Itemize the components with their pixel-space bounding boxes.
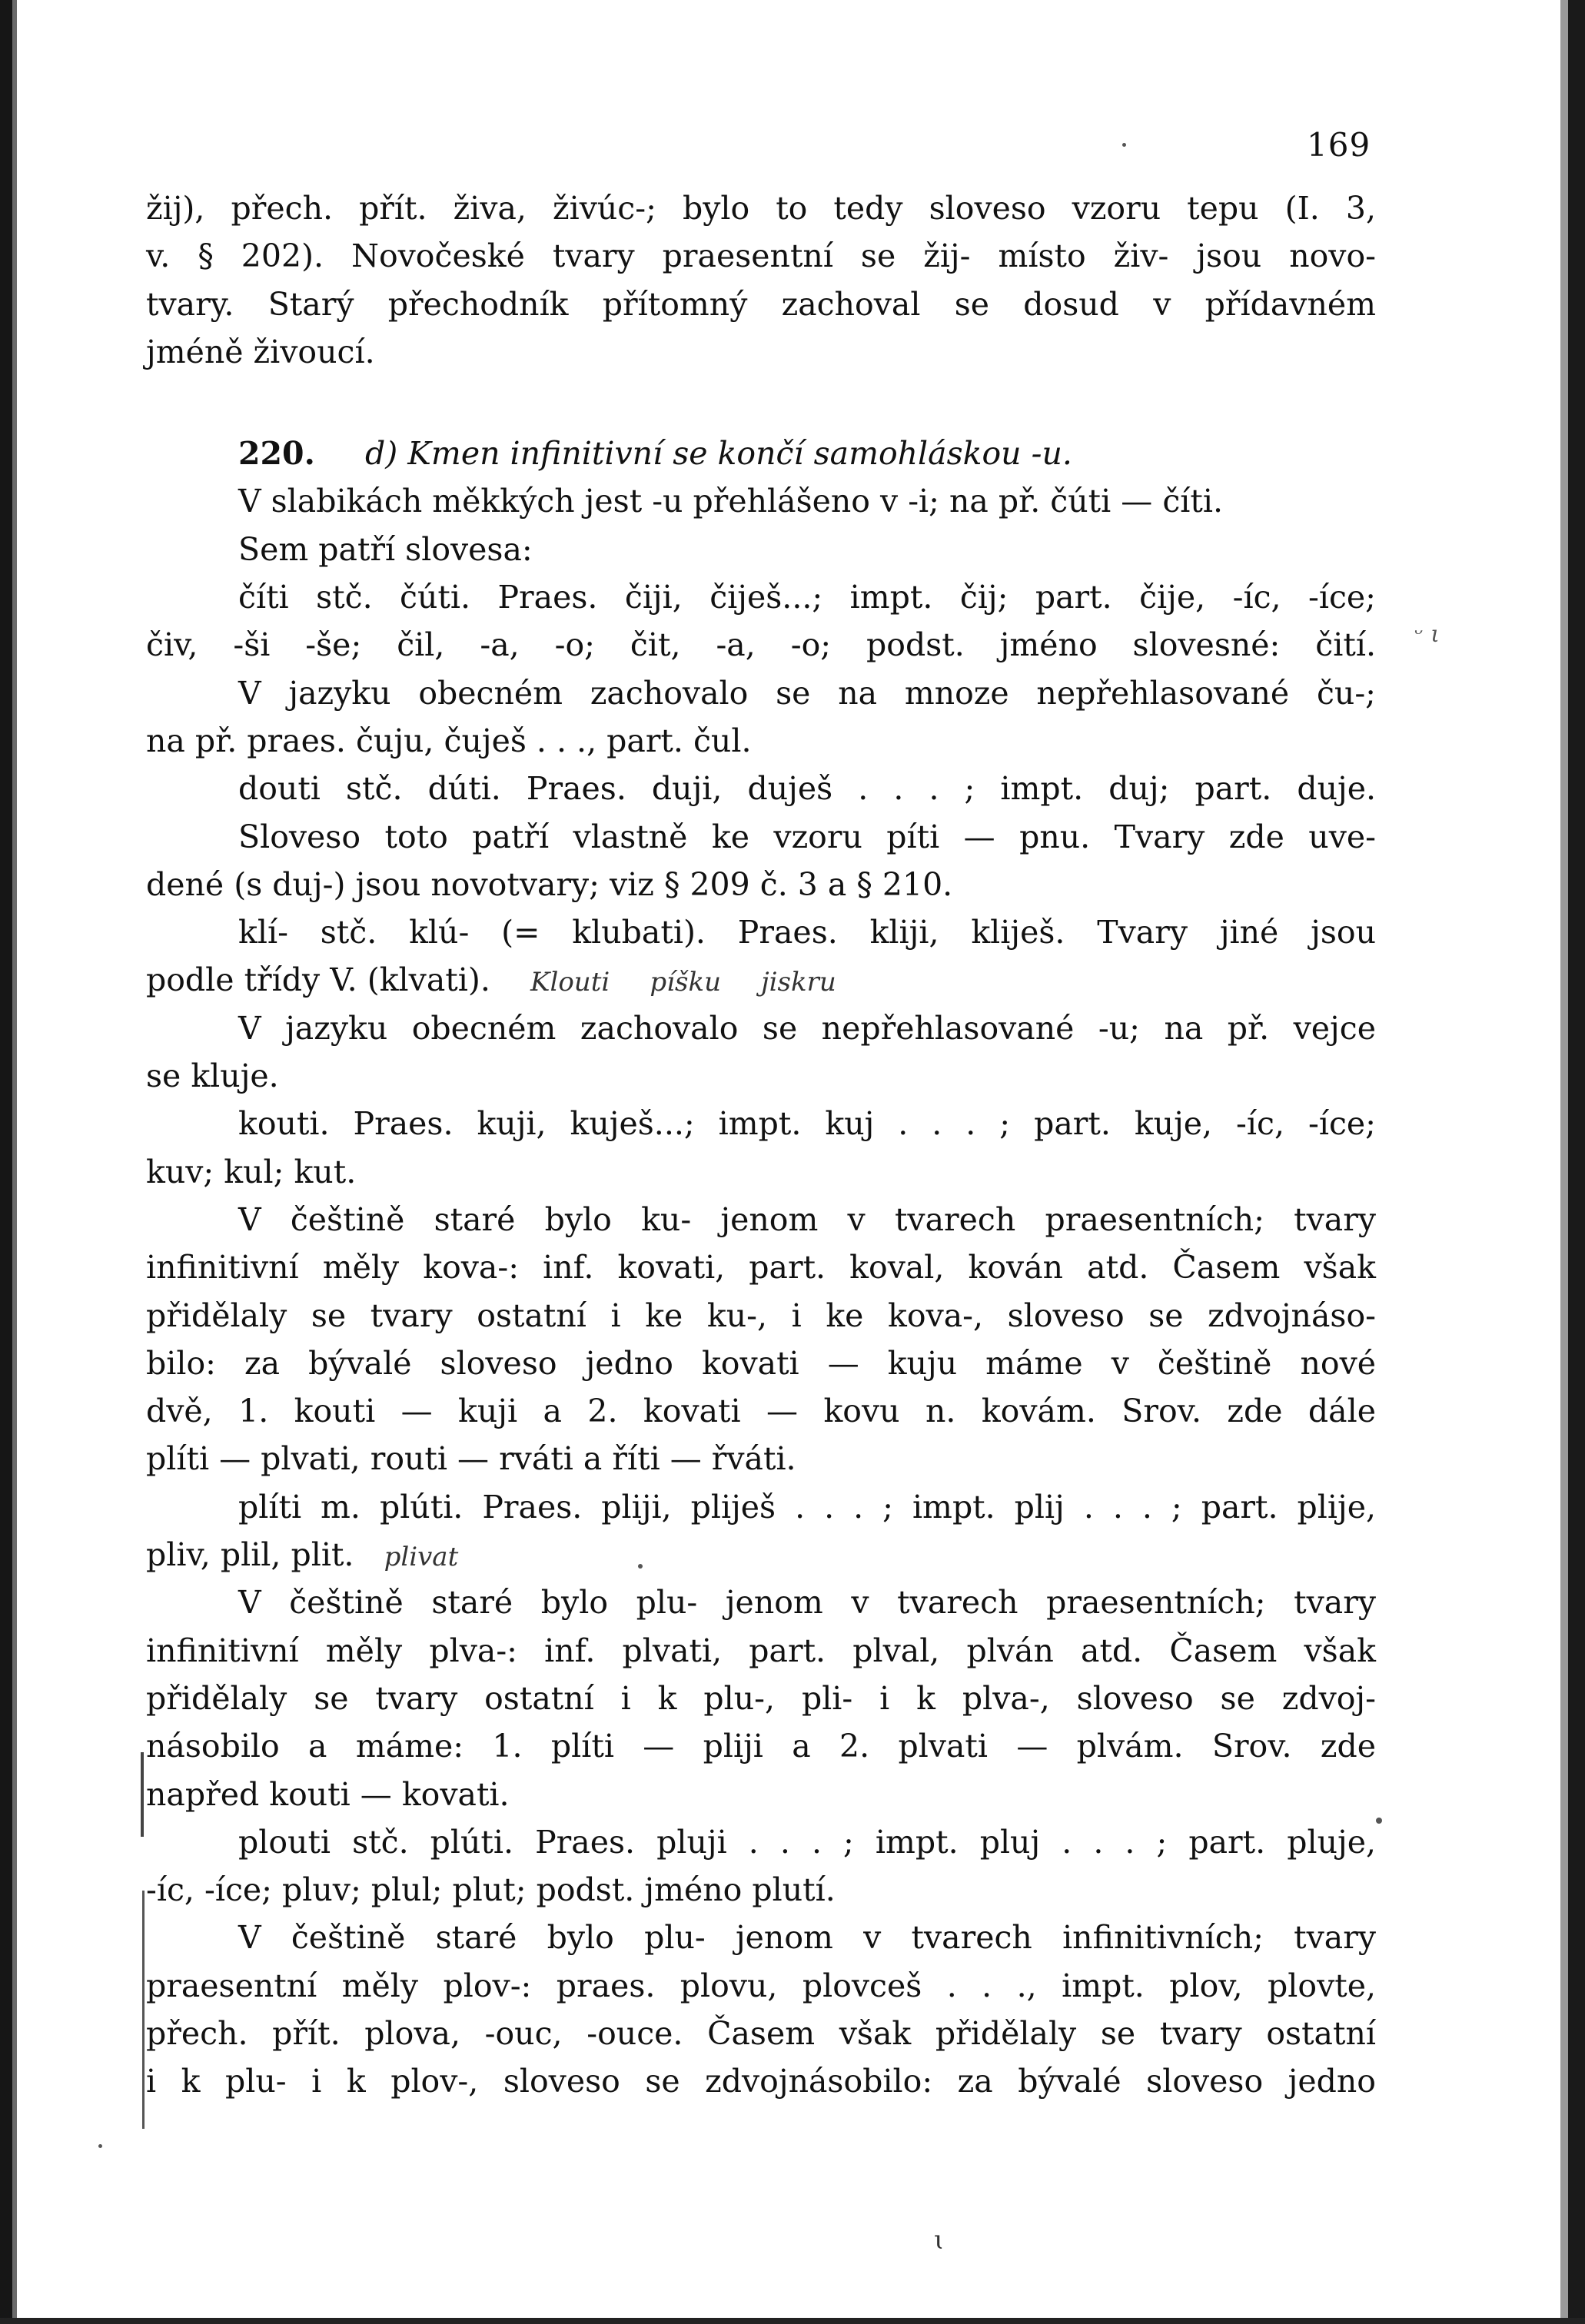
text-line: i k plu- i k plov-, sloveso se zdvojnásobilo: za bývalé sloveso jedno — [146, 2063, 1376, 2100]
text-line: přech. přít. plova, -ouc, -ouce. Časem však přidělaly se tvary ostatní — [146, 2014, 1376, 2052]
text-line: násobilo a máme: 1. plíti — pliji a 2. plvati — plvám. Srov. zde — [146, 1728, 1376, 1765]
text-segment: podle třídy V. (klvati). — [146, 961, 490, 999]
handwritten-note: jiskru — [761, 967, 836, 998]
text-line: infinitivní měly kova-: inf. kovati, part. koval, kován atd. Časem však — [146, 1249, 1376, 1286]
scan-speck — [638, 1564, 643, 1569]
scan-speck — [1376, 1818, 1382, 1824]
section-heading — [146, 430, 1376, 477]
text-line: čiv, -ši -še; čil, -a, -o; čit, -a, -o; podst. jméno slovesné: čití. — [146, 626, 1376, 664]
handwritten-note: plivat — [384, 1542, 459, 1573]
text-line: se kluje. — [146, 1057, 279, 1095]
text-line: napřed kouti — kovati. — [146, 1775, 510, 1813]
text-line: bilo: za bývalé sloveso jedno kovati — kuju máme v češtině nové — [146, 1344, 1376, 1382]
pencil-bracket — [141, 1752, 144, 1837]
spacer — [146, 376, 1376, 430]
text-line — [146, 1531, 1376, 1579]
text-line: praesentní měly plov-: praes. plovu, plovceš . . ., impt. plov, plovte, — [146, 1967, 1376, 2004]
text-line: jméně živoucí. — [146, 333, 375, 370]
entry-line: kouti. Praes. kuji, kuješ...; impt. kuj . . . ; part. kuje, -íc, -íce; — [238, 1105, 1376, 1143]
text-line: kuv; kul; kut. — [146, 1153, 357, 1190]
text-line: plíti — plvati, routi — rváti a říti — řváti. — [146, 1440, 796, 1478]
text-line: V jazyku obecném zachovalo se na mnoze nepřehlasované ču-; — [238, 674, 1376, 712]
text-line — [146, 956, 1376, 1004]
text-line: žij), přech. přít. živa, živúc-; bylo to tedy sloveso vzoru tepu (I. 3, — [146, 190, 1376, 227]
text-line: přidělaly se tvary ostatní i ke ku-, i ke kova-, sloveso se zdvojnáso- — [146, 1296, 1376, 1334]
page-body — [146, 184, 1376, 2106]
entry-line: číti stč. čúti. Praes. čiji, čiješ...; impt. čij; part. čije, -íc, -íce; — [238, 579, 1376, 616]
section-title: d) Kmen infinitivní se končí samohláskou -u. — [365, 435, 1072, 473]
scan-speck — [1122, 143, 1126, 147]
scan-border-right-shadow — [1560, 0, 1568, 2324]
text-line: v. § 202). Novočeské tvary praesentní se žij- místo živ- jsou novo- — [146, 237, 1376, 275]
bottom-mark: ɩ — [934, 2225, 945, 2256]
text-line: V slabikách měkkých jest -u přehlášeno v -i; na př. čúti — číti. — [238, 483, 1224, 520]
text-line: V jazyku obecném zachovalo se nepřehlasované -u; na př. vejce — [238, 1009, 1376, 1047]
entry-line: plíti m. plúti. Praes. pliji, pliješ . . . ; impt. plij . . . ; part. plije, — [238, 1488, 1376, 1526]
text-line: dené (s duj-) jsou novotvary; viz § 209 č. 3 a § 210. — [146, 865, 953, 903]
page-number: 169 — [1307, 126, 1371, 164]
margin-mark: ᵕ ι — [1414, 621, 1440, 648]
entry-line: plouti stč. plúti. Praes. pluji . . . ; impt. pluj . . . ; part. pluje, — [238, 1823, 1376, 1861]
text-line: přidělaly se tvary ostatní i k plu-, pli- i k plva-, sloveso se zdvoj- — [146, 1679, 1376, 1717]
text-line: Sloveso toto patří vlastně ke vzoru píti — pnu. Tvary zde uve- — [238, 818, 1376, 855]
scan-border-bottom — [0, 2318, 1585, 2324]
text-line: -íc, -íce; pluv; plul; plut; podst. jméno plutí. — [146, 1871, 836, 1909]
text-line: dvě, 1. kouti — kuji a 2. kovati — kovu n. kovám. Srov. zde dále — [146, 1393, 1376, 1430]
entry-line: douti stč. dúti. Praes. duji, duješ . . . ; impt. duj; part. duje. — [238, 770, 1376, 808]
text-segment: pliv, plil, plit. — [146, 1536, 354, 1574]
text-line: Sem patří slovesa: — [238, 530, 533, 568]
handwritten-note: Klouti — [530, 967, 610, 998]
pencil-bracket — [142, 1891, 145, 2129]
handwritten-note: píšku — [650, 967, 721, 998]
section-number: 220. — [238, 435, 315, 473]
text-line: na př. praes. čuju, čuješ . . ., part. čul. — [146, 722, 752, 759]
text-line: V češtině staré bylo plu- jenom v tvarech praesentních; tvary — [238, 1584, 1376, 1622]
scan-speck — [98, 2144, 102, 2148]
scan-border-left-shadow — [12, 0, 17, 2324]
scan-border-left — [0, 0, 12, 2324]
entry-line: klí- stč. klú- (= klubati). Praes. kliji, kliješ. Tvary jiné jsou — [238, 914, 1376, 951]
text-line: infinitivní měly plva-: inf. plvati, part. plval, plván atd. Časem však — [146, 1632, 1376, 1669]
text-line: V češtině staré bylo ku- jenom v tvarech praesentních; tvary — [238, 1200, 1376, 1238]
text-line: V češtině staré bylo plu- jenom v tvarech infinitivních; tvary — [238, 1919, 1376, 1957]
scan-border-right — [1568, 0, 1585, 2324]
text-line: tvary. Starý přechodník přítomný zachoval se dosud v přídavném — [146, 285, 1376, 323]
